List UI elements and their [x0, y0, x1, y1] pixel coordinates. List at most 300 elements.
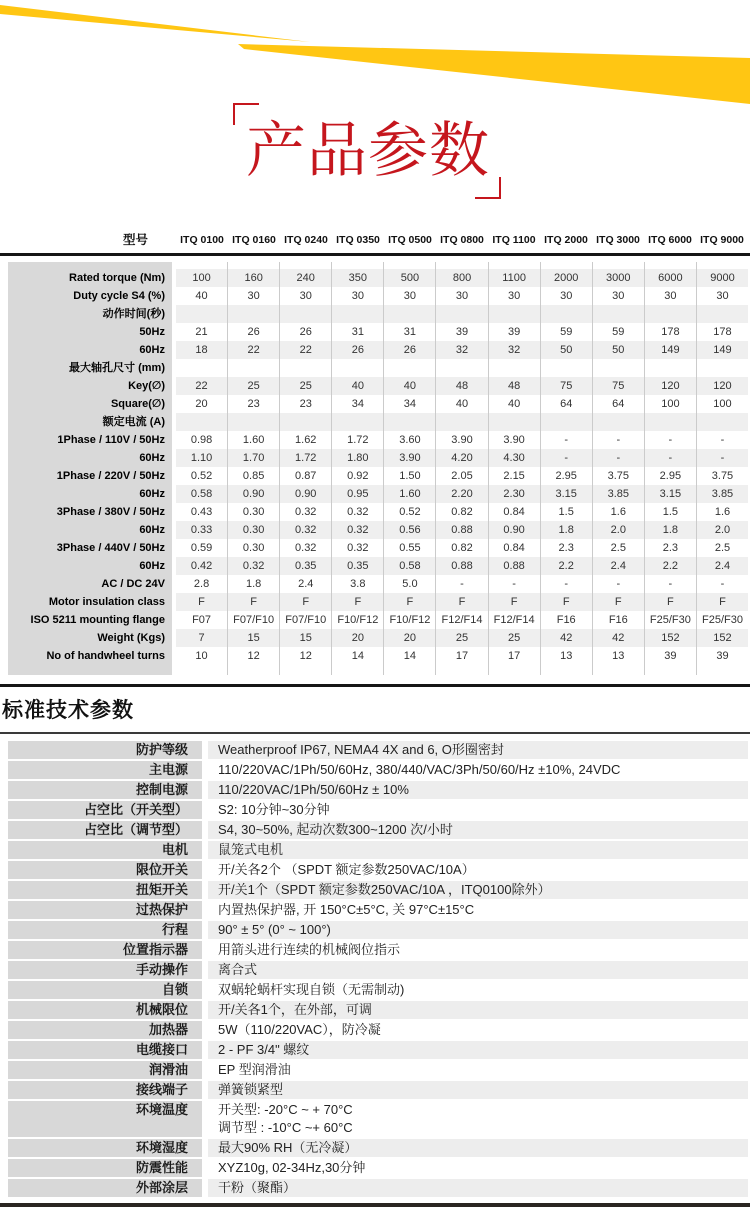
spec-cell: 0.59: [190, 542, 213, 554]
tech-row-value: [208, 1159, 748, 1177]
spec-cell: [227, 305, 279, 323]
spec-cell: [383, 665, 435, 675]
spec-cell: 2.2: [644, 557, 696, 575]
spec-cell: 39: [696, 647, 748, 665]
spec-cell: 0.52: [190, 470, 213, 482]
tech-row: [8, 941, 748, 961]
spec-cell: 12: [279, 647, 331, 665]
spec-row-values: [176, 647, 748, 665]
spec-row-values: [176, 431, 748, 449]
spec-cell: 2.95: [644, 467, 696, 485]
tech-value-line: 弹簧锁紧型: [218, 1082, 284, 1097]
spec-row-label: Rated torque (Nm): [8, 269, 172, 287]
spec-cell: F25/F30: [696, 611, 748, 629]
spec-cell: F10/F12: [331, 611, 383, 629]
tech-value-line: 内置热保护器, 开 150°C±5°C, 关 97°C±15°C: [218, 902, 475, 917]
tech-row-label: 机械限位: [8, 1001, 202, 1019]
spec-cell: 1.10: [176, 449, 227, 467]
spec-cell: 48: [435, 377, 487, 395]
spec-cell: 10: [195, 650, 208, 662]
spec-cell: 1.72: [331, 431, 383, 449]
spec-row-label: Weight (Kgs): [8, 629, 172, 647]
spec-cell: 500: [383, 269, 435, 287]
spec-cell: 1.80: [331, 449, 383, 467]
spec-row-label: 1Phase / 110V / 50Hz: [8, 431, 172, 449]
spec-cell: 31: [331, 323, 383, 341]
spec-row-label: 最大轴孔尺寸 (mm): [8, 359, 172, 377]
spec-cell: F10/F12: [383, 611, 435, 629]
spec-cell: 30: [540, 287, 592, 305]
spec-cell: 2.4: [696, 557, 748, 575]
spec-cell: 59: [592, 323, 644, 341]
tech-row: [8, 841, 748, 861]
spec-cell: 0.32: [279, 521, 331, 539]
spec-cell: [592, 665, 644, 675]
spec-cell: 40: [488, 395, 540, 413]
tech-value-line: 开关型: -20°C ~ + 70°C: [218, 1102, 353, 1117]
model-name: ITQ 0800: [440, 234, 484, 246]
spec-row-values: [176, 341, 748, 359]
spec-row-values: [176, 521, 748, 539]
spec-cell: 0.88: [435, 521, 487, 539]
spec-row: [8, 467, 748, 485]
spec-cell: 4.20: [435, 449, 487, 467]
spec-cell: 0.82: [435, 539, 487, 557]
spec-cell: F12/F14: [488, 611, 540, 629]
spec-cell: 64: [540, 395, 592, 413]
spec-cell: 25: [488, 629, 540, 647]
spec-cell: 2.05: [435, 467, 487, 485]
tech-row-label: 电机: [8, 841, 202, 859]
spec-cell: -: [540, 431, 592, 449]
spec-cell: 26: [383, 341, 435, 359]
tech-value-line: 调节型 : -10°C ~+ 60°C: [218, 1120, 353, 1135]
spec-cell: 3.90: [435, 431, 487, 449]
spec-cell: 0.32: [279, 503, 331, 521]
spec-cell: 75: [540, 377, 592, 395]
spec-cell: [279, 413, 331, 431]
tech-value-line: S4, 30~50%, 起动次数300~1200 次/小时: [218, 822, 453, 837]
spec-cell: 14: [383, 647, 435, 665]
spec-cell: 1.72: [279, 449, 331, 467]
spec-cell: [331, 262, 383, 269]
spec-cell: 39: [488, 323, 540, 341]
spec-cell: 0.84: [488, 539, 540, 557]
spec-row: [8, 503, 748, 521]
spec-cell: 23: [279, 395, 331, 413]
spec-cell: -: [488, 575, 540, 593]
tech-section-heading: 标准技术参数: [2, 699, 134, 722]
tech-row: [8, 901, 748, 921]
spec-cell: 50: [592, 341, 644, 359]
spec-cell: F: [540, 593, 592, 611]
spec-cell: 26: [227, 323, 279, 341]
spec-cell: 3.85: [696, 485, 748, 503]
spec-row-label: Square(∅): [8, 395, 172, 413]
spec-cell: 149: [696, 341, 748, 359]
spec-cell: 1.8: [644, 521, 696, 539]
tech-row-label: 环境湿度: [8, 1139, 202, 1157]
spec-cell: -: [644, 575, 696, 593]
tech-row: [8, 1159, 748, 1179]
tech-row-label: 自锁: [8, 981, 202, 999]
heading-divider-line: [0, 732, 750, 734]
spec-row-values: [176, 467, 748, 485]
spec-cell: 20: [331, 629, 383, 647]
corner-bracket-bottom-right: [475, 177, 501, 199]
tech-row-label: 主电源: [8, 761, 202, 779]
spec-cell: 0.95: [331, 485, 383, 503]
spec-cell: 3.60: [383, 431, 435, 449]
spec-cell: 0.33: [176, 521, 227, 539]
spec-row: [8, 521, 748, 539]
tech-row: [8, 861, 748, 881]
spec-cell: 50: [540, 341, 592, 359]
spec-row-values: [176, 262, 748, 269]
spec-cell: 152: [644, 629, 696, 647]
spec-cell: F12/F14: [435, 611, 487, 629]
spec-cell: 13: [540, 647, 592, 665]
spec-row: [8, 557, 748, 575]
tech-row-label: 占空比（开关型）: [8, 801, 202, 819]
spec-row: [8, 395, 748, 413]
spec-cell: 800: [435, 269, 487, 287]
model-header-label: 型号: [122, 233, 148, 247]
tech-value-line: XYZ10g, 02-34Hz,30分钟: [218, 1160, 366, 1175]
tech-row-label: 电缆接口: [8, 1041, 202, 1059]
spec-pad-row: [8, 262, 748, 269]
spec-cell: 22: [227, 341, 279, 359]
tech-row-label: 占空比（调节型）: [8, 821, 202, 839]
spec-row-values: [176, 323, 748, 341]
tech-row: [8, 1021, 748, 1041]
tech-row: [8, 741, 748, 761]
spec-row: [8, 539, 748, 557]
tech-row-value: [208, 1081, 748, 1099]
tech-row-label: 手动操作: [8, 961, 202, 979]
spec-cell: 40: [195, 290, 208, 302]
mid-divider-line: [0, 684, 750, 687]
spec-row: [8, 377, 748, 395]
spec-cell: 5.0: [383, 575, 435, 593]
spec-row-values: [176, 287, 748, 305]
tech-row-value: [208, 1041, 748, 1059]
tech-value-line: 开/关1个（SPDT 额定参数250VAC/10A ，ITQ0100除外）: [218, 882, 551, 897]
spec-cell: 0.84: [488, 503, 540, 521]
tech-row-value: [208, 941, 748, 959]
spec-cell: F: [279, 593, 331, 611]
spec-cell: 3000: [592, 269, 644, 287]
spec-cell: 0.87: [279, 467, 331, 485]
tech-row-label: 过热保护: [8, 901, 202, 919]
spec-row: [8, 305, 748, 323]
tech-row-label: 环境温度: [8, 1101, 202, 1137]
spec-cell: [592, 262, 644, 269]
model-name: ITQ 2000: [544, 234, 588, 246]
tech-row: [8, 981, 748, 1001]
spec-cell: [331, 359, 383, 377]
spec-cell: 34: [383, 395, 435, 413]
tech-value-line: 2 - PF 3/4" 螺纹: [218, 1042, 310, 1057]
spec-cell: 3.75: [592, 467, 644, 485]
tech-row: [8, 1101, 748, 1139]
spec-cell: 26: [331, 341, 383, 359]
spec-cell: [696, 359, 748, 377]
spec-cell: [435, 262, 487, 269]
spec-cell: 0.32: [331, 503, 383, 521]
spec-cell: F16: [540, 611, 592, 629]
tech-value-line: 5W（110/220VAC），防冷凝: [218, 1022, 381, 1037]
spec-cell: 20: [195, 398, 208, 410]
tech-row-value: [208, 1179, 748, 1197]
tech-value-line: 双蜗轮蜗杆实现自锁（无需制动): [218, 982, 405, 997]
tech-row: [8, 921, 748, 941]
spec-cell: 39: [644, 647, 696, 665]
spec-row-values: [176, 485, 748, 503]
spec-cell: 100: [696, 395, 748, 413]
spec-table-body: [8, 262, 748, 675]
spec-cell: 9000: [696, 269, 748, 287]
spec-cell: -: [696, 449, 748, 467]
spec-cell: 4.30: [488, 449, 540, 467]
spec-cell: F: [488, 593, 540, 611]
spec-cell: -: [592, 575, 644, 593]
spec-row-values: [176, 377, 748, 395]
tech-row-label: 润滑油: [8, 1061, 202, 1079]
tech-table-body: [8, 741, 748, 1199]
spec-cell: [592, 305, 644, 323]
spec-cell: [176, 262, 227, 269]
spec-cell: F: [696, 593, 748, 611]
spec-cell: [227, 665, 279, 675]
tech-row-label: 防护等级: [8, 741, 202, 759]
spec-cell: 32: [435, 341, 487, 359]
spec-cell: 1.8: [540, 521, 592, 539]
spec-cell: 3.8: [331, 575, 383, 593]
spec-cell: 30: [488, 287, 540, 305]
tech-row-label: 接线端子: [8, 1081, 202, 1099]
spec-cell: [279, 305, 331, 323]
spec-cell: [644, 305, 696, 323]
tech-value-line: 开/关各2个 （SPDT 额定参数250VAC/10A）: [218, 862, 475, 877]
spec-cell: F: [331, 593, 383, 611]
tech-value-line: 鼠笼式电机: [218, 842, 284, 857]
spec-cell: [227, 413, 279, 431]
tech-row: [8, 1139, 748, 1159]
spec-cell: 2.5: [592, 539, 644, 557]
spec-row-label: Duty cycle S4 (%): [8, 287, 172, 305]
spec-cell: 25: [279, 377, 331, 395]
spec-row-label: 60Hz: [8, 557, 172, 575]
spec-row-label: 动作时间(秒): [8, 305, 172, 323]
title-block: [233, 103, 501, 199]
spec-row-label: 60Hz: [8, 521, 172, 539]
spec-cell: 0.42: [176, 557, 227, 575]
spec-cell: 30: [435, 287, 487, 305]
spec-cell: 0.85: [227, 467, 279, 485]
spec-cell: 178: [644, 323, 696, 341]
spec-cell: F: [383, 593, 435, 611]
spec-row-label: 3Phase / 380V / 50Hz: [8, 503, 172, 521]
spec-cell: [488, 359, 540, 377]
spec-row: [8, 485, 748, 503]
model-name: ITQ 0350: [336, 234, 380, 246]
spec-row-label: Key(∅): [8, 377, 172, 395]
spec-cell: 2.8: [193, 578, 210, 590]
spec-cell: 30: [331, 287, 383, 305]
spec-cell: 40: [331, 377, 383, 395]
spec-cell: 30: [383, 287, 435, 305]
spec-row-values: [176, 305, 748, 323]
spec-cell: [540, 665, 592, 675]
spec-cell: F07/F10: [227, 611, 279, 629]
spec-row: [8, 323, 748, 341]
spec-cell: 0.43: [190, 506, 213, 518]
spec-row: [8, 431, 748, 449]
spec-cell: 64: [592, 395, 644, 413]
spec-cell: 0.88: [488, 557, 540, 575]
spec-row: [8, 611, 748, 629]
spec-cell: 0.30: [227, 503, 279, 521]
spec-cell: 2.15: [488, 467, 540, 485]
spec-row: [8, 647, 748, 665]
tech-row: [8, 761, 748, 781]
spec-cell: 100: [176, 269, 227, 287]
spec-cell: 2.0: [696, 521, 748, 539]
spec-cell: [696, 262, 748, 269]
spec-row-label: AC / DC 24V: [8, 575, 172, 593]
spec-cell: 120: [696, 377, 748, 395]
spec-cell: 100: [644, 395, 696, 413]
tech-row-label: 外部涂层: [8, 1179, 202, 1197]
model-name: ITQ 0100: [180, 234, 224, 246]
spec-cell: [331, 413, 383, 431]
spec-cell: F: [176, 593, 227, 611]
spec-cell: 2.4: [592, 557, 644, 575]
spec-cell: [644, 665, 696, 675]
spec-cell: 7: [176, 629, 227, 647]
spec-cell: [435, 305, 487, 323]
spec-cell: [488, 413, 540, 431]
spec-cell: [644, 413, 696, 431]
spec-cell: 14: [331, 647, 383, 665]
model-name: ITQ 6000: [648, 234, 692, 246]
spec-cell: 152: [696, 629, 748, 647]
spec-row: [8, 341, 748, 359]
spec-row-label: 3Phase / 440V / 50Hz: [8, 539, 172, 557]
top-divider-line: [0, 253, 750, 256]
tech-row: [8, 781, 748, 801]
model-header-row: [8, 228, 748, 252]
spec-cell: 3.75: [696, 467, 748, 485]
spec-cell: [592, 413, 644, 431]
spec-cell: 2.3: [540, 539, 592, 557]
model-name: ITQ 1100: [492, 234, 536, 246]
spec-row-values: [176, 665, 748, 675]
spec-cell: 25: [435, 629, 487, 647]
model-header-cells: [176, 228, 748, 252]
tech-row: [8, 881, 748, 901]
tech-row-label: 扭矩开关: [8, 881, 202, 899]
spec-cell: 2000: [540, 269, 592, 287]
spec-cell: 3.85: [592, 485, 644, 503]
spec-row: [8, 269, 748, 287]
page-title: 产品参数: [246, 117, 490, 184]
tech-row-label: 控制电源: [8, 781, 202, 799]
spec-cell: 0.90: [488, 521, 540, 539]
spec-cell: [644, 262, 696, 269]
spec-row-label: Motor insulation class: [8, 593, 172, 611]
spec-cell: 2.2: [540, 557, 592, 575]
tech-row: [8, 1001, 748, 1021]
spec-cell: 42: [540, 629, 592, 647]
spec-cell: 149: [644, 341, 696, 359]
tech-row-value: [208, 761, 748, 779]
spec-cell: 3.15: [644, 485, 696, 503]
spec-cell: 2.20: [435, 485, 487, 503]
spec-cell: [279, 262, 331, 269]
spec-row-label: 1Phase / 220V / 50Hz: [8, 467, 172, 485]
spec-cell: F: [227, 593, 279, 611]
spec-cell: 0.52: [383, 503, 435, 521]
spec-cell: 1.5: [644, 503, 696, 521]
spec-cell: F: [592, 593, 644, 611]
spec-cell: 40: [435, 395, 487, 413]
spec-cell: [540, 262, 592, 269]
tech-row: [8, 1061, 748, 1081]
spec-cell: 26: [279, 323, 331, 341]
tech-row-value: [208, 921, 748, 939]
spec-cell: 0.32: [279, 539, 331, 557]
spec-cell: 240: [279, 269, 331, 287]
tech-value-line: Weatherproof IP67, NEMA4 4X and 6, O形圈密封: [218, 742, 504, 757]
spec-cell: [696, 305, 748, 323]
spec-row-label: [8, 665, 172, 675]
spec-row-label: 60Hz: [8, 449, 172, 467]
spec-cell: 0.82: [435, 503, 487, 521]
tech-row-value: [208, 901, 748, 919]
spec-cell: 0.35: [331, 557, 383, 575]
model-name: ITQ 0500: [388, 234, 432, 246]
spec-cell: 350: [331, 269, 383, 287]
tech-row-value: [208, 981, 748, 999]
spec-cell: 0.58: [176, 485, 227, 503]
spec-cell: 3.15: [540, 485, 592, 503]
spec-cell: 1.5: [540, 503, 592, 521]
spec-cell: [176, 305, 227, 323]
spec-cell: 120: [644, 377, 696, 395]
model-name: ITQ 0160: [232, 234, 276, 246]
spec-row-label: 60Hz: [8, 485, 172, 503]
spec-cell: [644, 359, 696, 377]
model-name: ITQ 3000: [596, 234, 640, 246]
spec-cell: 40: [383, 377, 435, 395]
spec-cell: [176, 413, 227, 431]
spec-cell: [176, 665, 227, 675]
spec-cell: 6000: [644, 269, 696, 287]
spec-cell: 25: [227, 377, 279, 395]
spec-row-values: [176, 413, 748, 431]
spec-row-values: [176, 269, 748, 287]
tech-row-label: 行程: [8, 921, 202, 939]
tech-value-line: EP 型润滑油: [218, 1062, 291, 1077]
tech-row: [8, 1041, 748, 1061]
spec-cell: -: [696, 575, 748, 593]
tech-value-line: 离合式: [218, 962, 258, 977]
spec-cell: [227, 359, 279, 377]
spec-cell: 3.90: [383, 449, 435, 467]
spec-cell: 30: [644, 287, 696, 305]
